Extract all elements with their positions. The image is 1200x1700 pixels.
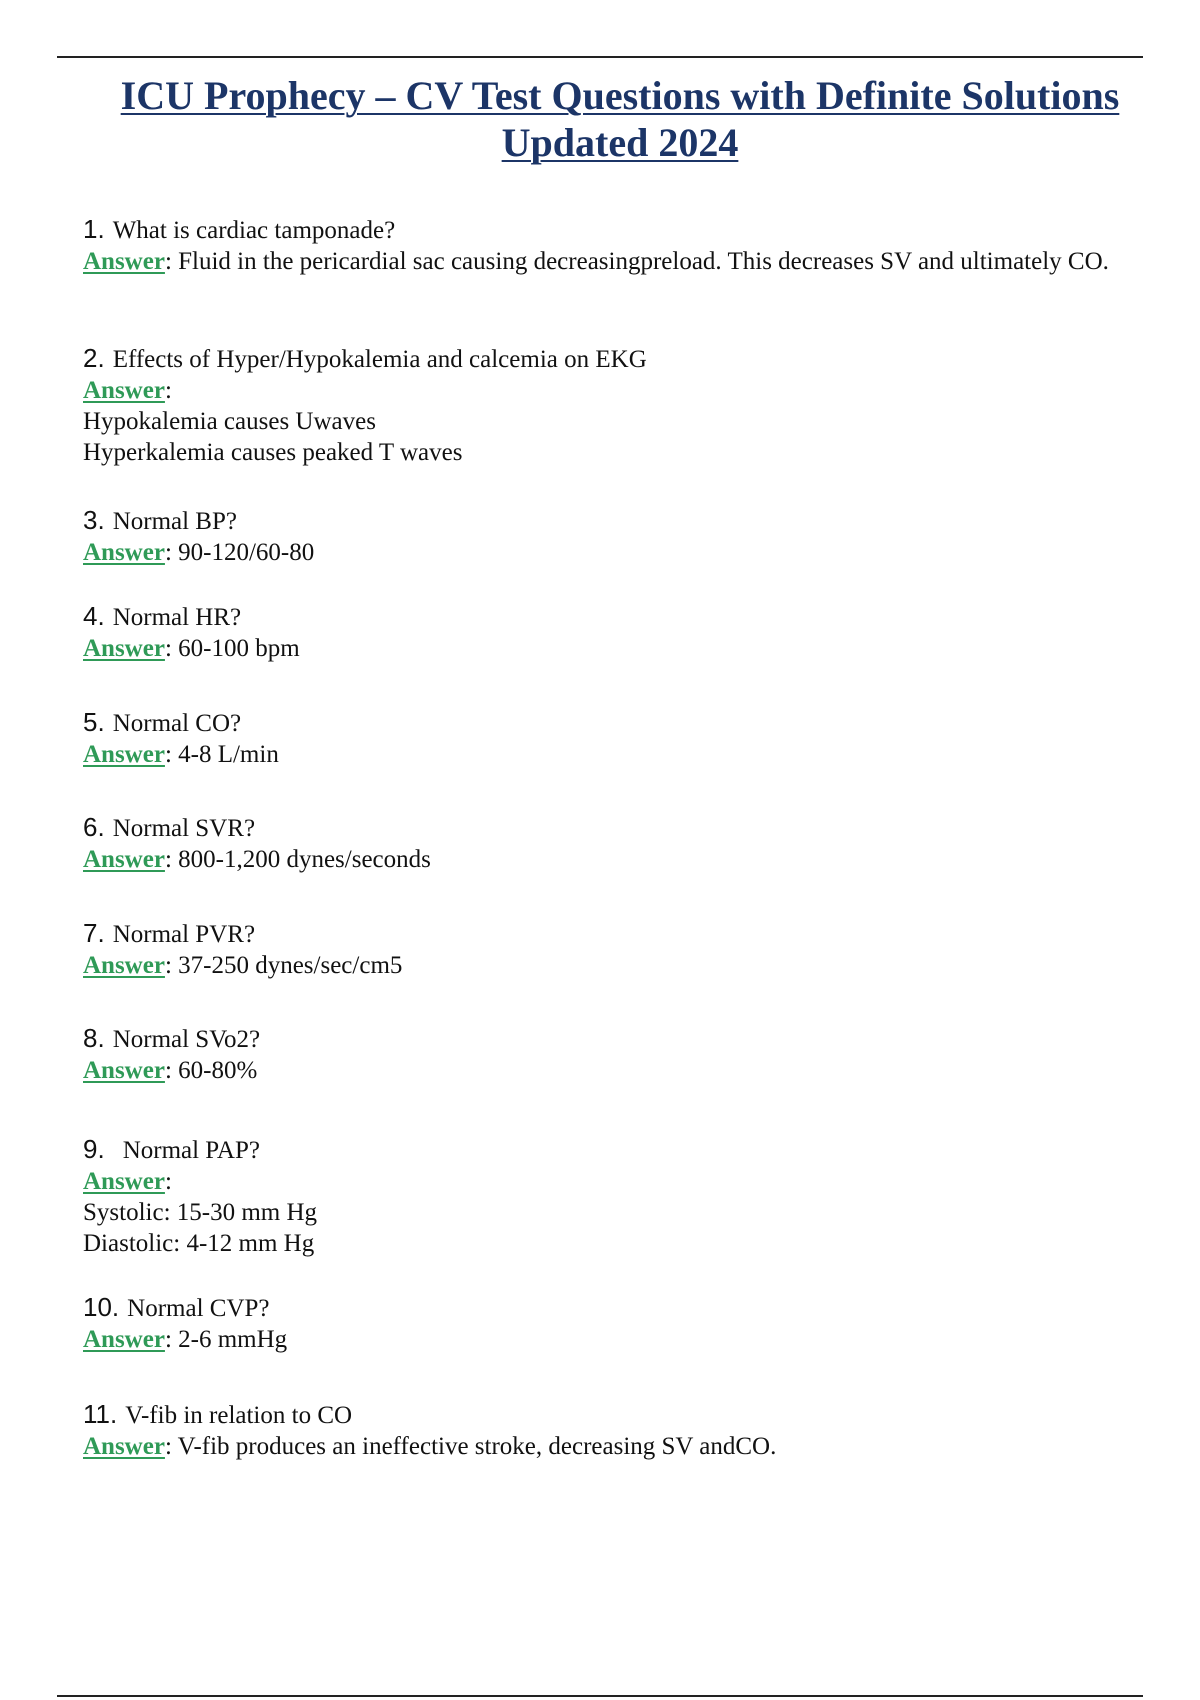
answer-label: Answer: [83, 635, 165, 662]
question-number: 5.: [83, 707, 105, 737]
question-line: [83, 918, 1123, 950]
qa-item-5: [83, 707, 1123, 770]
answer-line: [83, 739, 1123, 770]
qa-item-1: [83, 214, 1123, 277]
question-text: Normal SVR?: [112, 815, 256, 842]
bottom-rule: [57, 1695, 1143, 1697]
qa-item-7: [83, 918, 1123, 981]
question-text: Normal BP?: [112, 508, 237, 535]
question-number: 10.: [83, 1292, 120, 1322]
question-number: 3.: [83, 505, 105, 535]
question-text: Normal PAP?: [122, 1137, 260, 1164]
question-line: [83, 601, 1123, 633]
question-line: [83, 1292, 1123, 1324]
question-line: [83, 812, 1123, 844]
answer-line: [83, 844, 1123, 875]
answer-line: [83, 1431, 1123, 1462]
qa-item-8: [83, 1023, 1123, 1086]
answer-text: : 60-80%: [164, 1057, 258, 1084]
question-number: 9.: [83, 1134, 105, 1164]
answer-label: Answer: [83, 1326, 165, 1353]
question-text: Normal PVR?: [112, 921, 256, 948]
qa-item-10: [83, 1292, 1123, 1355]
answer-line: [83, 375, 1123, 406]
question-line: [83, 343, 1123, 375]
question-number: 4.: [83, 601, 105, 631]
question-text: Normal CO?: [112, 710, 242, 737]
answer-line: [83, 1166, 1123, 1197]
answer-label: Answer: [83, 539, 165, 566]
question-line: [83, 1399, 1123, 1431]
answer-detail-line: Hypokalemia causes Uwaves: [83, 408, 376, 435]
qa-item-4: [83, 601, 1123, 664]
answer-text: :: [164, 377, 172, 404]
answer-line: [83, 1324, 1123, 1355]
answer-label: Answer: [83, 952, 165, 979]
answer-label: Answer: [83, 1168, 165, 1195]
answer-text: : 800-1,200 dynes/seconds: [164, 846, 431, 873]
question-number: 6.: [83, 812, 105, 842]
qa-item-11: [83, 1399, 1123, 1462]
answer-line: [83, 246, 1123, 277]
answer-text: : 90-120/60-80: [164, 539, 315, 566]
answer-line: [83, 950, 1123, 981]
answer-detail-line: Hyperkalemia causes peaked T waves: [83, 439, 463, 466]
top-rule: [57, 56, 1143, 58]
answer-detail-line: Diastolic: 4-12 mm Hg: [83, 1230, 315, 1257]
question-text: Normal HR?: [112, 604, 242, 631]
page-title: [80, 72, 1160, 166]
question-text: Normal SVo2?: [112, 1026, 261, 1053]
answer-text: :: [164, 1168, 172, 1195]
answer-text: : 4-8 L/min: [164, 741, 279, 768]
title-line-2: Updated 2024: [501, 120, 739, 165]
answer-line: [83, 537, 1123, 568]
question-line: [83, 707, 1123, 739]
question-line: [83, 505, 1123, 537]
answer-text: : 2-6 mmHg: [164, 1326, 288, 1353]
answer-text: : Fluid in the pericardial sac causing decreasingpreload. This decreases SV and ultimately CO.: [164, 248, 1109, 275]
answer-label: Answer: [83, 741, 165, 768]
question-text: What is cardiac tamponade?: [112, 217, 396, 244]
question-line: [83, 214, 1123, 246]
question-number: 2.: [83, 343, 105, 373]
answer-label: Answer: [83, 1433, 165, 1460]
answer-line: [83, 1055, 1123, 1086]
answer-text: : 60-100 bpm: [164, 635, 300, 662]
answer-text: : 37-250 dynes/sec/cm5: [164, 952, 403, 979]
answer-label: Answer: [83, 248, 165, 275]
question-number: 8.: [83, 1023, 105, 1053]
qa-item-2: [83, 343, 1123, 468]
qa-item-3: [83, 505, 1123, 568]
answer-line: [83, 633, 1123, 664]
answer-label: Answer: [83, 377, 165, 404]
qa-item-6: [83, 812, 1123, 875]
question-line: [83, 1134, 1123, 1166]
answer-detail-line: Systolic: 15-30 mm Hg: [83, 1199, 318, 1226]
question-text: Normal CVP?: [127, 1295, 270, 1322]
question-line: [83, 1023, 1123, 1055]
question-text: Effects of Hyper/Hypokalemia and calcemia on EKG: [112, 346, 647, 373]
question-number: 7.: [83, 918, 105, 948]
question-text: V-fib in relation to CO: [125, 1402, 353, 1429]
qa-item-9: [83, 1134, 1123, 1259]
answer-text: : V-fib produces an ineffective stroke, decreasing SV andCO.: [164, 1433, 777, 1460]
title-line-1: ICU Prophecy – CV Test Questions with Definite Solutions: [120, 73, 1120, 118]
answer-label: Answer: [83, 1057, 165, 1084]
question-number: 1.: [83, 214, 105, 244]
question-number: 11.: [83, 1399, 118, 1429]
answer-label: Answer: [83, 846, 165, 873]
